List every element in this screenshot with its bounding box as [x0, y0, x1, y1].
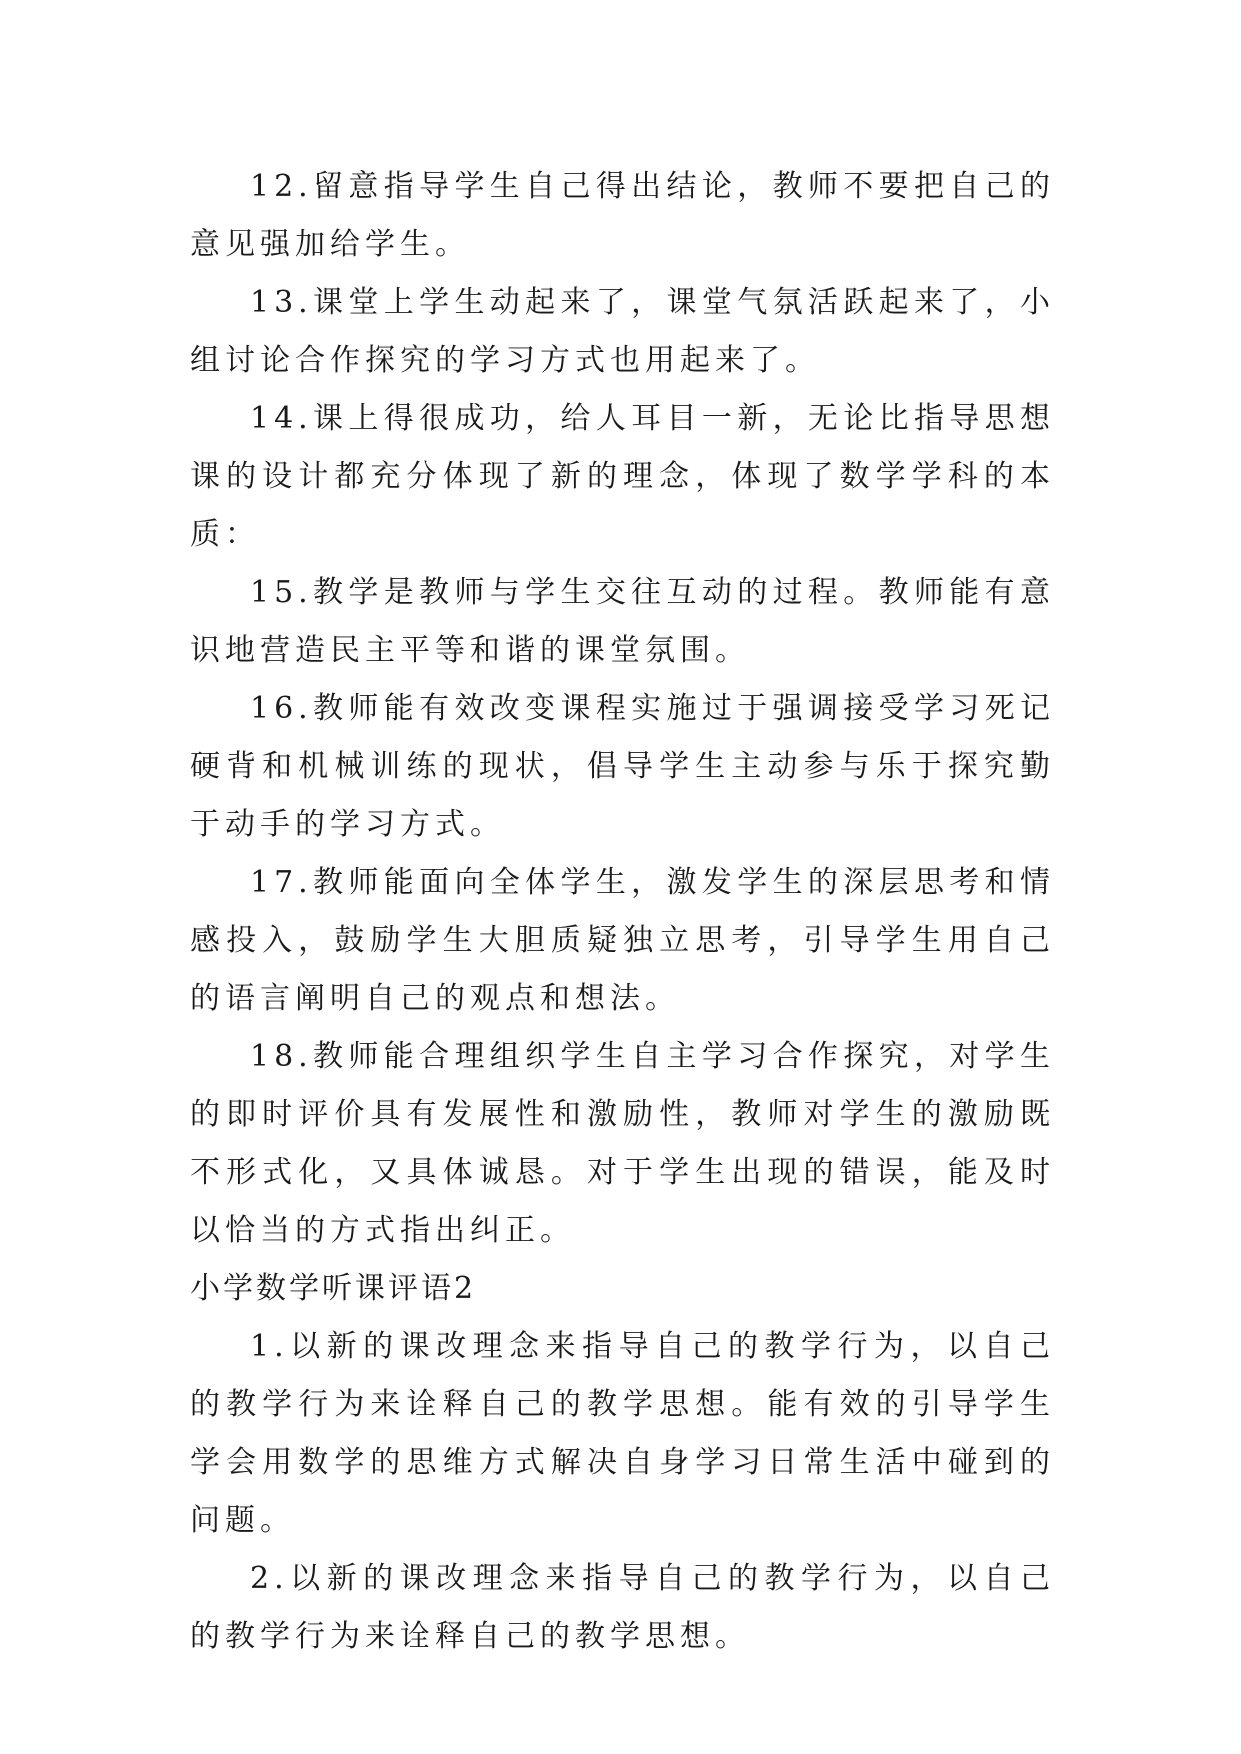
paragraph-13: 13.课堂上学生动起来了，课堂气氛活跃起来了，小组讨论合作探究的学习方式也用起来了。 — [190, 285, 1055, 378]
paragraph-14: 14.课上得很成功，给人耳目一新，无论比指导思想课的设计都充分体现了新的理念，体现了数学学科的本质： — [190, 401, 1055, 552]
paragraph-12: 12.留意指导学生自己得出结论，教师不要把自己的意见强加给学生。 — [190, 169, 1055, 262]
section-heading: 小学数学听课评语2 — [190, 1271, 477, 1306]
document-page — [190, 158, 1055, 1666]
paragraph-15: 15.教学是教师与学生交往互动的过程。教师能有意识地营造民主平等和谐的课堂氛围。 — [190, 575, 1055, 668]
paragraph-16: 16.教师能有效改变课程实施过于强调接受学习死记硬背和机械训练的现状，倡导学生主动参与乐于探究勤于动手的学习方式。 — [190, 691, 1055, 842]
paragraph-18: 18.教师能合理组织学生自主学习合作探究，对学生的即时评价具有发展性和激励性，教师对学生的激励既不形式化，又具体诚恳。对于学生出现的错误，能及时以恰当的方式指出纠正。 — [190, 1039, 1055, 1248]
paragraph-17: 17.教师能面向全体学生，激发学生的深层思考和情感投入，鼓励学生大胆质疑独立思考，引导学生用自己的语言阐明自己的观点和想法。 — [190, 865, 1055, 1016]
section-paragraph-2: 2.以新的课改理念来指导自己的教学行为，以自己的教学行为来诠释自己的教学思想。 — [190, 1561, 1055, 1654]
section-paragraph-1: 1.以新的课改理念来指导自己的教学行为，以自己的教学行为来诠释自己的教学思想。能有效的引导学生学会用数学的思维方式解决自身学习日常生活中碰到的问题。 — [190, 1329, 1055, 1538]
